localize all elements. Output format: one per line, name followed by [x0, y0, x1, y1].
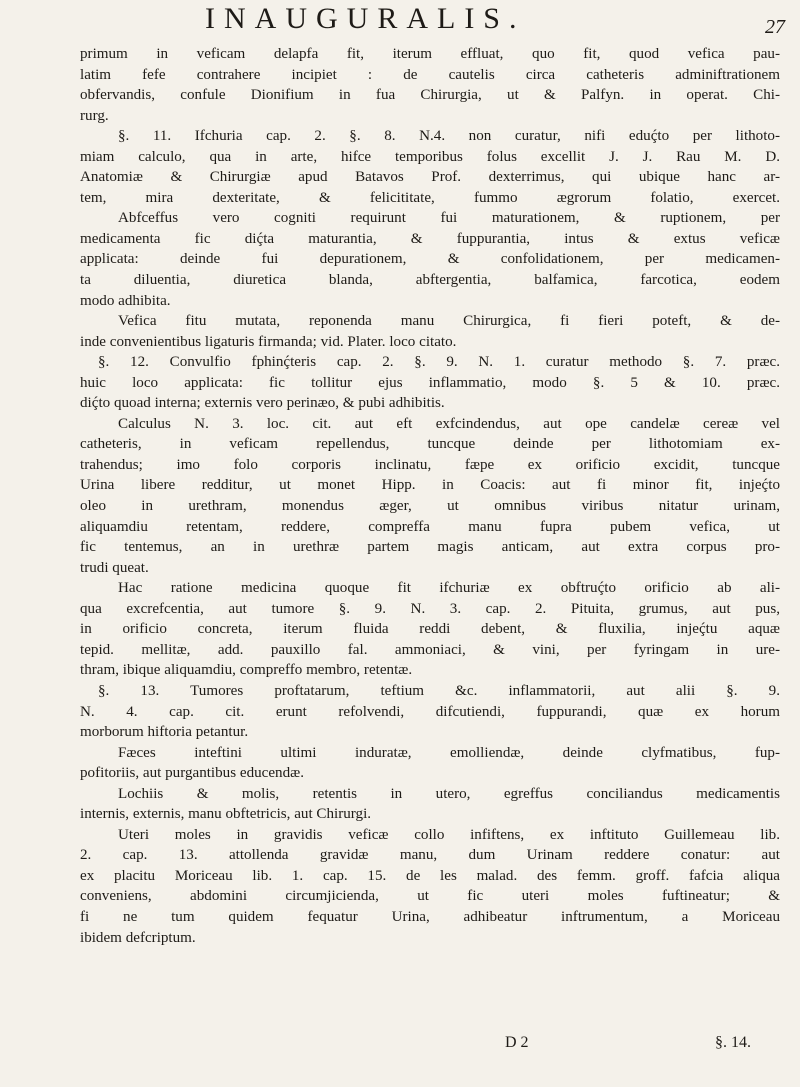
text-line: ex placitu Moriceau lib. 1. cap. 15. de les malad. des femm. groff. fafcia aliqua	[80, 867, 780, 884]
page-footer	[0, 1034, 800, 1058]
text-line: latim fefe contrahere incipiet : de cautelis circa catheteris adminiftrationem	[80, 66, 780, 83]
text-line: catheteris, in veficam repellendus, tuncque deinde per lithotomiam ex-	[80, 436, 780, 453]
text-line: Abfceffus vero cogniti requirunt fui maturationem, & ruptionem, per	[118, 210, 780, 227]
text-line: huic loco applicata: fic tollitur ejus inflammatio, modo §. 5 & 10. præc.	[80, 374, 780, 391]
text-line: Anatomiæ & Chirurgiæ apud Batavos Prof. dexterrimus, qui ubique hanc ar-	[80, 169, 780, 186]
text-line: Uteri moles in gravidis veficæ collo infiftens, ex inftituto Guillemeau lib.	[118, 826, 780, 843]
text-line: §. 13. Tumores proftatarum, teftium &c. inflammatorii, aut alii §. 9.	[98, 682, 780, 699]
text-line: morborum hiftoria petantur.	[80, 724, 249, 741]
text-line: tem, mira dexteritate, & felicititate, fummo ægrorum folatio, exercet.	[80, 189, 780, 206]
text-line: tepid. mellitæ, add. pauxillo fal. ammoniaci, & vini, per fyringam in ure-	[80, 641, 780, 658]
text-line: Vefica fitu mutata, reponenda manu Chirurgica, fi fieri poteft, & de-	[118, 313, 780, 330]
text-line: primum in veficam delapfa fit, iterum effluat, quo fit, quod vefica pau-	[80, 46, 780, 62]
text-line: §. 12. Convulfio fphinḉteris cap. 2. §. 9. N. 1. curatur methodo §. 7. præc.	[98, 354, 780, 371]
text-line: internis, externis, manu obftetricis, aut Chirurgi.	[80, 806, 372, 823]
text-line: fic tentemus, an in urethræ partem magis anticam, aut extra corpus pro-	[80, 539, 780, 556]
text-line: ibidem defcriptum.	[80, 929, 196, 946]
page-number: 27	[765, 16, 785, 38]
text-line: pofitoriis, aut purgantibus educendæ.	[80, 765, 304, 782]
text-line: medicamenta fic diḉta maturantia, & fuppurantia, intus & extus veficæ	[80, 230, 780, 247]
text-line: trudi queat.	[80, 559, 149, 576]
text-line: fi ne tum quidem fequatur Urina, adhibeatur inftrumentum, a Moriceau	[80, 908, 780, 925]
text-line: N. 4. cap. cit. erunt refolvendi, difcutiendi, fuppurandi, quæ ex horum	[80, 703, 780, 720]
text-line: applicata: deinde fui depurationem, & confolidationem, per medicamen-	[80, 251, 780, 268]
text-line: in orificio concreta, iterum fluida reddi debent, & fluxilia, injeḉtu aquæ	[80, 621, 780, 638]
text-line: ta diluentia, diuretica blanda, abftergentia, balfamica, farcotica, eodem	[80, 272, 780, 289]
text-line: oleo in urethram, monendus æger, ut omnibus viribus nitatur urinam,	[80, 498, 780, 515]
text-line: Urina libere redditur, ut monet Hipp. in Coacis: aut fi minor fit, injeḉto	[80, 477, 780, 494]
body-text	[80, 44, 780, 948]
running-head: INAUGURALIS.	[205, 2, 526, 35]
text-line: aliquamdiu retentam, reddere, compreffa manu fupra pubem vefica, ut	[80, 518, 780, 535]
text-line: Lochiis & molis, retentis in utero, egreffus conciliandus medicamentis	[118, 785, 780, 802]
text-line: diḉto quoad interna; externis vero perinæo, & pubi adhibitis.	[80, 395, 445, 412]
text-line: 2. cap. 13. attollenda gravidæ manu, dum Urinam reddere conatur: aut	[80, 847, 780, 864]
text-line: §. 11. Ifchuria cap. 2. §. 8. N.4. non curatur, nifi eduḉto per lithoto-	[118, 128, 780, 145]
signature-mark: D 2	[505, 1034, 529, 1051]
text-line: miam calculo, qua in arte, hifce temporibus folus excellit J. J. Rau M. D.	[80, 148, 780, 165]
text-line: Fæces inteftini ultimi induratæ, emolliendæ, deinde clyfmatibus, fup-	[118, 744, 780, 761]
text-line: trahendus; imo folo corporis inclinatu, fæpe ex orificio excidit, tuncque	[80, 456, 780, 473]
text-line: obfervandis, confule Dionifium in fua Chirurgia, ut & Palfyn. in operat. Chi-	[80, 87, 780, 104]
text-line: thram, ibique aliquamdiu, compreffo membro, retentæ.	[80, 662, 413, 679]
text-line: qua excrefcentia, aut tumore §. 9. N. 3. cap. 2. Pituita, grumus, aut pus,	[80, 600, 780, 617]
text-line: modo adhibita.	[80, 292, 171, 309]
catchword: §. 14.	[715, 1034, 751, 1051]
text-line: rurg.	[80, 107, 109, 124]
text-line: Hac ratione medicina quoque fit ifchuriæ ex obftruḉto orificio ab ali-	[118, 580, 780, 597]
text-line: inde convenientibus ligaturis firmanda; vid. Plater. loco citato.	[80, 333, 457, 350]
page-header	[205, 2, 785, 38]
text-line: conveniens, abdomini circumjicienda, ut fic uteri moles fuftineatur; &	[80, 888, 780, 905]
text-line: Calculus N. 3. loc. cit. aut eft exfcindendus, aut ope candelæ cereæ vel	[118, 415, 780, 432]
